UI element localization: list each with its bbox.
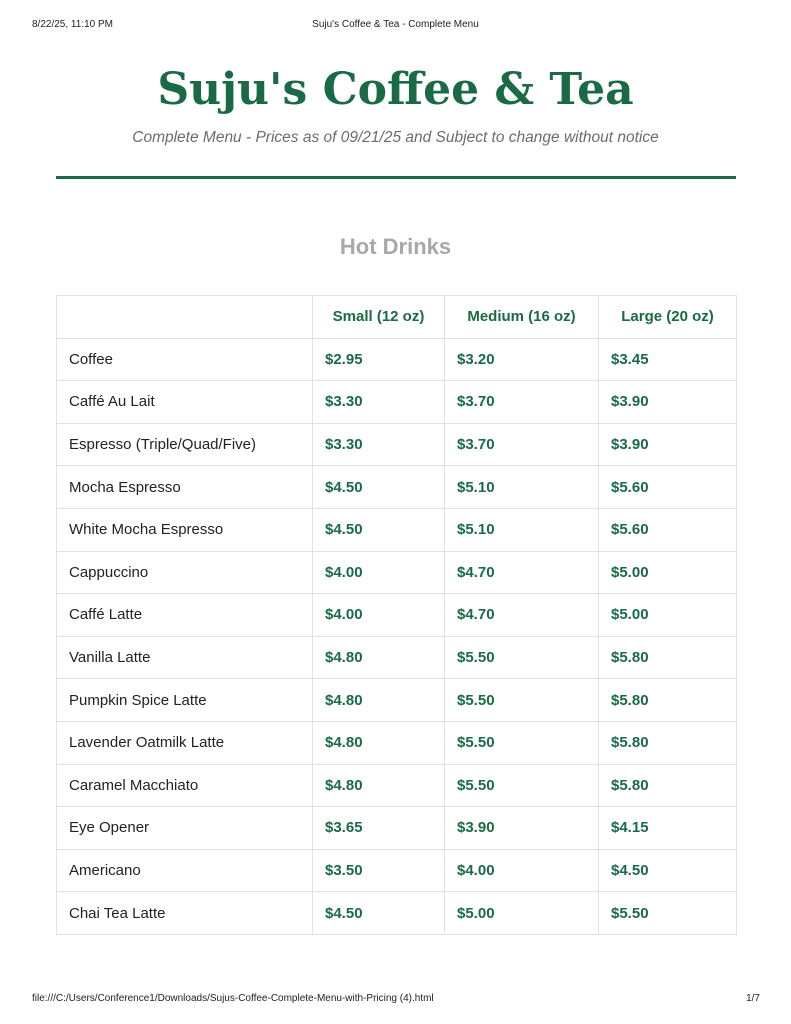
price-medium: $5.10 (445, 466, 599, 509)
price-medium: $5.50 (445, 721, 599, 764)
table-row (57, 508, 737, 551)
menu-item-name: Chai Tea Latte (57, 892, 313, 935)
menu-item-name: Pumpkin Spice Latte (57, 679, 313, 722)
table-row (57, 892, 737, 935)
page-title: Suju's Coffee & Tea (157, 64, 634, 115)
print-datetime: 8/22/25, 11:10 PM (32, 19, 113, 30)
price-medium: $5.50 (445, 636, 599, 679)
table-row (57, 849, 737, 892)
price-medium: $3.70 (445, 381, 599, 424)
price-large: $4.50 (599, 849, 737, 892)
price-small: $4.00 (313, 551, 445, 594)
price-large: $5.60 (599, 466, 737, 509)
menu-item-name: Vanilla Latte (57, 636, 313, 679)
price-medium: $3.20 (445, 338, 599, 381)
price-medium: $3.70 (445, 423, 599, 466)
price-large: $5.80 (599, 764, 737, 807)
table-row (57, 807, 737, 850)
page-subtitle: Complete Menu - Prices as of 09/21/25 and Subject to change without notice (132, 129, 659, 146)
section-title: Hot Drinks (339, 234, 452, 259)
price-medium: $4.00 (445, 849, 599, 892)
price-medium: $4.70 (445, 594, 599, 637)
header-divider (56, 176, 736, 179)
menu-item-name: Eye Opener (57, 807, 313, 850)
column-header-large: Large (20 oz) (599, 296, 737, 339)
table-row (57, 423, 737, 466)
print-footer (0, 993, 791, 1007)
price-medium: $3.90 (445, 807, 599, 850)
menu-item-name: Caffé Latte (57, 594, 313, 637)
table-row (57, 721, 737, 764)
price-large: $5.00 (599, 594, 737, 637)
price-large: $3.90 (599, 423, 737, 466)
price-large: $5.80 (599, 636, 737, 679)
menu-item-name: White Mocha Espresso (57, 508, 313, 551)
price-large: $5.00 (599, 551, 737, 594)
price-small: $4.80 (313, 764, 445, 807)
table-row (57, 551, 737, 594)
price-small: $4.80 (313, 679, 445, 722)
table-row (57, 594, 737, 637)
price-large: $4.15 (599, 807, 737, 850)
price-large: $3.90 (599, 381, 737, 424)
price-large: $5.50 (599, 892, 737, 935)
table-row (57, 764, 737, 807)
price-small: $4.80 (313, 721, 445, 764)
menu-item-name: Caffé Au Lait (57, 381, 313, 424)
price-large: $5.80 (599, 679, 737, 722)
menu-table (56, 295, 737, 935)
price-small: $4.00 (313, 594, 445, 637)
price-small: $3.30 (313, 381, 445, 424)
menu-item-name: Caramel Macchiato (57, 764, 313, 807)
price-medium: $4.70 (445, 551, 599, 594)
menu-item-name: Espresso (Triple/Quad/Five) (57, 423, 313, 466)
print-doc-title: Suju's Coffee & Tea - Complete Menu (312, 19, 479, 30)
table-row (57, 338, 737, 381)
print-file-path: file:///C:/Users/Conference1/Downloads/Sujus-Coffee-Complete-Menu-with-Pricing (4).html (32, 993, 434, 1004)
price-small: $3.65 (313, 807, 445, 850)
menu-item-name: Lavender Oatmilk Latte (57, 721, 313, 764)
table-header-row (57, 296, 737, 339)
table-row (57, 381, 737, 424)
price-small: $4.50 (313, 892, 445, 935)
price-large: $5.60 (599, 508, 737, 551)
price-medium: $5.50 (445, 764, 599, 807)
price-large: $5.80 (599, 721, 737, 764)
price-small: $4.50 (313, 508, 445, 551)
column-header-small: Small (12 oz) (313, 296, 445, 339)
menu-item-name: Coffee (57, 338, 313, 381)
column-header-item (57, 296, 313, 339)
price-small: $4.80 (313, 636, 445, 679)
price-small: $2.95 (313, 338, 445, 381)
menu-table-body (57, 338, 737, 934)
price-small: $4.50 (313, 466, 445, 509)
price-medium: $5.50 (445, 679, 599, 722)
price-small: $3.50 (313, 849, 445, 892)
table-row (57, 466, 737, 509)
price-medium: $5.10 (445, 508, 599, 551)
menu-item-name: Mocha Espresso (57, 466, 313, 509)
menu-item-name: Americano (57, 849, 313, 892)
price-medium: $5.00 (445, 892, 599, 935)
column-header-medium: Medium (16 oz) (445, 296, 599, 339)
menu-item-name: Cappuccino (57, 551, 313, 594)
table-row (57, 679, 737, 722)
print-page-number: 1/7 (746, 993, 760, 1004)
print-header (0, 19, 791, 33)
table-row (57, 636, 737, 679)
price-small: $3.30 (313, 423, 445, 466)
price-large: $3.45 (599, 338, 737, 381)
